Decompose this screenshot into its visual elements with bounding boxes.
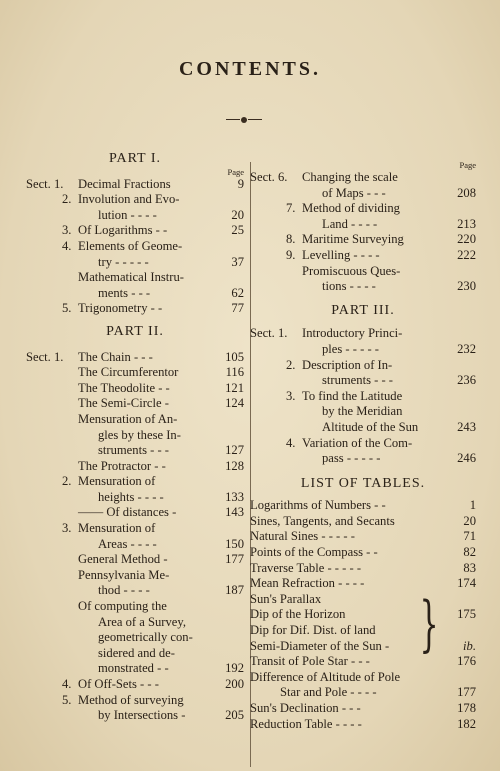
toc-entry: [26, 350, 244, 366]
entry-text: Of computing the: [78, 599, 167, 614]
toc-entry: [26, 412, 244, 459]
section-number: 4.: [62, 238, 72, 253]
page-number: 205: [225, 708, 244, 723]
table-entry: [250, 592, 476, 608]
section-number: 5.: [62, 301, 72, 316]
entry-text: Mensuration of: [78, 474, 156, 489]
table-entry: [250, 654, 476, 670]
table-name: Reduction Table - - - -: [250, 716, 362, 731]
page-number: 176: [457, 654, 476, 669]
page-number: ib.: [463, 638, 476, 653]
page-number: 20: [463, 513, 476, 528]
table-name: Sines, Tangents, and Secants: [250, 513, 395, 528]
page-number: 182: [457, 716, 476, 731]
section-number: 4.: [62, 677, 72, 691]
page-number: 62: [231, 285, 244, 300]
page-number: 116: [225, 365, 244, 380]
toc-entry: [26, 459, 244, 475]
entry-text: The Circumferentor: [78, 365, 179, 380]
table-entry: [250, 576, 476, 592]
entry-text: The Semi-Circle -: [78, 396, 169, 411]
page-number: 1: [469, 498, 476, 513]
toc-entry: [26, 521, 244, 552]
entry-text: Mensuration of: [78, 521, 156, 536]
page-number: 127: [225, 443, 244, 458]
table-name: Points of the Compass - -: [250, 545, 378, 560]
section-number: 3.: [62, 521, 72, 536]
entry-text: Land - - - -: [322, 216, 378, 231]
entry-text: The Theodolite - -: [78, 380, 170, 395]
right-column: [250, 160, 476, 732]
entry-text: Area of a Survey,: [98, 614, 187, 629]
page-number: 187: [225, 583, 244, 598]
page-number: 178: [457, 701, 476, 715]
entry-text: Description of In-: [302, 357, 393, 372]
table-entry: [250, 607, 476, 623]
table-name: Natural Sines - - - - -: [250, 529, 355, 544]
section-number: 2.: [62, 474, 72, 489]
section-number: 3.: [286, 388, 296, 403]
toc-entry: [26, 192, 244, 223]
entry-text: Changing the scale: [302, 170, 398, 184]
entry-text: Method of surveying: [78, 692, 184, 707]
toc-entry: [26, 505, 244, 521]
page-number: 213: [457, 216, 476, 231]
entry-text: Of Logarithms - -: [78, 223, 168, 238]
tables-heading: LIST OF TABLES.: [300, 475, 426, 491]
entry-text: Areas - - - -: [98, 536, 157, 551]
table-name: Difference of Altitude of Pole: [250, 669, 401, 684]
page-number: 82: [463, 545, 476, 560]
page-number: 9: [237, 176, 244, 191]
entry-text: Mathematical Instru-: [78, 270, 184, 285]
entry-text: Of Off-Sets - - -: [78, 677, 159, 691]
toc-entry: [26, 568, 244, 599]
table-entry: [250, 717, 476, 733]
table-name: Dip of the Horizon: [250, 607, 346, 622]
page-column-label: Page: [459, 160, 476, 170]
entry-text: Method of dividing: [302, 201, 400, 216]
page-number: 128: [225, 458, 244, 473]
toc-entry: [26, 223, 244, 239]
part-2-continued-entries: [250, 170, 476, 295]
page-number: 124: [225, 396, 244, 411]
toc-entry: [250, 389, 476, 436]
section-number: 3.: [62, 223, 72, 238]
left-column: [26, 151, 244, 724]
page-number: 243: [457, 419, 476, 434]
entry-text: The Chain - - -: [78, 349, 153, 364]
section-number: 7.: [286, 201, 296, 216]
section-number: Sect. 6.: [250, 170, 288, 184]
toc-entry: [26, 270, 244, 301]
section-number: 2.: [62, 192, 72, 207]
entry-text: Promiscuous Ques-: [302, 263, 401, 278]
table-entry: [250, 498, 476, 514]
toc-entry: [26, 239, 244, 270]
table-name: Mean Refraction - - - -: [250, 576, 365, 591]
table-name: Dip for Dif. Dist. of land: [250, 623, 376, 638]
entry-text: by the Meridian: [322, 404, 403, 419]
entry-text: Trigonometry - -: [78, 301, 163, 316]
page-number: 150: [225, 536, 244, 551]
entry-text: struments - - -: [98, 443, 169, 458]
part-2-entries: [26, 350, 244, 724]
entry-text: Elements of Geome-: [78, 238, 183, 253]
part-3-heading: PART III.: [331, 302, 395, 318]
page-number: 133: [225, 489, 244, 504]
toc-entry: [250, 436, 476, 467]
page-number: 20: [231, 207, 244, 222]
entry-text: Mensuration of An-: [78, 411, 178, 426]
entry-text: ments - - -: [98, 285, 151, 300]
table-entry: [250, 639, 476, 655]
toc-entry: [26, 301, 244, 317]
section-number: 8.: [286, 232, 296, 247]
entry-text: sidered and de-: [98, 645, 175, 660]
table-name: Traverse Table - - - - -: [250, 560, 362, 575]
toc-entry: [26, 365, 244, 381]
toc-entry: [250, 326, 476, 357]
entry-text: ples - - - - -: [322, 341, 379, 356]
table-entry: [250, 701, 476, 717]
toc-entry: [250, 201, 476, 232]
entry-text: monstrated - -: [98, 661, 169, 676]
entry-text: geometrically con-: [98, 630, 193, 645]
toc-entry: [250, 358, 476, 389]
toc-entry: [250, 170, 476, 201]
entry-text: Levelling - - - -: [302, 247, 380, 262]
table-entry: [250, 623, 476, 639]
section-number: 5.: [62, 692, 72, 707]
entry-text: pass - - - - -: [322, 451, 381, 466]
page-number: 77: [231, 301, 244, 316]
toc-entry: [26, 474, 244, 505]
page-number: 220: [457, 232, 476, 247]
entry-text: gles by these In-: [98, 427, 181, 442]
entry-text: —— Of distances -: [78, 505, 177, 520]
entry-text: Altitude of the Sun: [322, 419, 419, 434]
page-number: 208: [457, 185, 476, 200]
entry-text: heights - - - -: [98, 489, 164, 504]
table-name: Semi-Diameter of the Sun -: [250, 638, 390, 653]
table-name: Logarithms of Numbers - -: [250, 498, 386, 513]
entry-text: lution - - - -: [98, 207, 157, 222]
table-name: Sun's Parallax: [250, 591, 322, 606]
table-entry: [250, 529, 476, 545]
section-number: Sect. 1.: [26, 349, 64, 364]
table-entry: [250, 514, 476, 530]
page-number: 143: [225, 505, 244, 520]
toc-entry: [26, 177, 244, 193]
page-number: 230: [457, 279, 476, 294]
table-entry: [250, 545, 476, 561]
section-number: 4.: [286, 435, 296, 450]
table-entry: [250, 561, 476, 577]
section-number: 2.: [286, 357, 296, 372]
page-number: 121: [225, 380, 244, 395]
entry-text: of Maps - - -: [322, 185, 386, 200]
part-2-heading: PART II.: [106, 323, 164, 339]
table-entry: [250, 685, 476, 701]
page-number: 175: [457, 607, 476, 622]
toc-entry: [26, 693, 244, 724]
page-number: 246: [457, 451, 476, 466]
entry-text: Maritime Surveying: [302, 232, 404, 247]
entry-text: struments - - -: [322, 373, 393, 388]
grouping-brace: }: [419, 588, 439, 659]
page-number: 232: [457, 341, 476, 356]
toc-entry: [250, 248, 476, 264]
entry-text: by Intersections -: [98, 708, 186, 723]
toc-entry: [26, 599, 244, 677]
page-number: 222: [457, 247, 476, 262]
entry-text: Decimal Fractions: [78, 176, 171, 191]
page-number: 177: [457, 685, 476, 700]
toc-entry: [26, 677, 244, 693]
page-number: 236: [457, 373, 476, 388]
entry-text: General Method -: [78, 552, 168, 567]
page-number: 71: [463, 529, 476, 544]
page-number: 25: [231, 223, 244, 238]
toc-entry: [250, 264, 476, 295]
toc-entry: [26, 396, 244, 412]
entry-text: try - - - - -: [98, 254, 149, 269]
entry-text: Introductory Princi-: [302, 326, 403, 341]
section-number: 9.: [286, 247, 296, 262]
part-1-entries: [26, 177, 244, 317]
section-number: Sect. 1.: [250, 326, 288, 341]
toc-entry: [26, 552, 244, 568]
part-3-entries: [250, 326, 476, 466]
page-number: 174: [457, 576, 476, 591]
toc-entry: [250, 232, 476, 248]
ornament-rule: [226, 118, 262, 122]
page-column-label: Page: [227, 166, 244, 177]
entry-text: tions - - - -: [322, 279, 376, 294]
entry-text: The Protractor - -: [78, 458, 166, 473]
page-number: 200: [225, 677, 244, 691]
page-number: 83: [463, 560, 476, 575]
entry-text: Involution and Evo-: [78, 192, 180, 207]
entry-text: Variation of the Com-: [302, 435, 413, 450]
toc-entry: [26, 381, 244, 397]
table-name: Star and Pole - - - -: [280, 685, 377, 700]
page-number: 192: [225, 661, 244, 676]
part-1-heading: PART I.: [108, 151, 162, 166]
tables-list: [250, 498, 476, 732]
table-name: Transit of Pole Star - - -: [250, 654, 370, 669]
section-number: Sect. 1.: [26, 176, 64, 191]
page-number: 177: [225, 552, 244, 567]
entry-text: thod - - - -: [98, 583, 150, 598]
entry-text: To find the Latitude: [302, 388, 403, 403]
table-entry: [250, 670, 476, 686]
table-name: Sun's Declination - - -: [250, 701, 361, 715]
page-number: 37: [231, 254, 244, 269]
page-title: CONTENTS.: [178, 58, 322, 80]
entry-text: Pennsylvania Me-: [78, 567, 170, 582]
page-number: 105: [225, 349, 244, 364]
